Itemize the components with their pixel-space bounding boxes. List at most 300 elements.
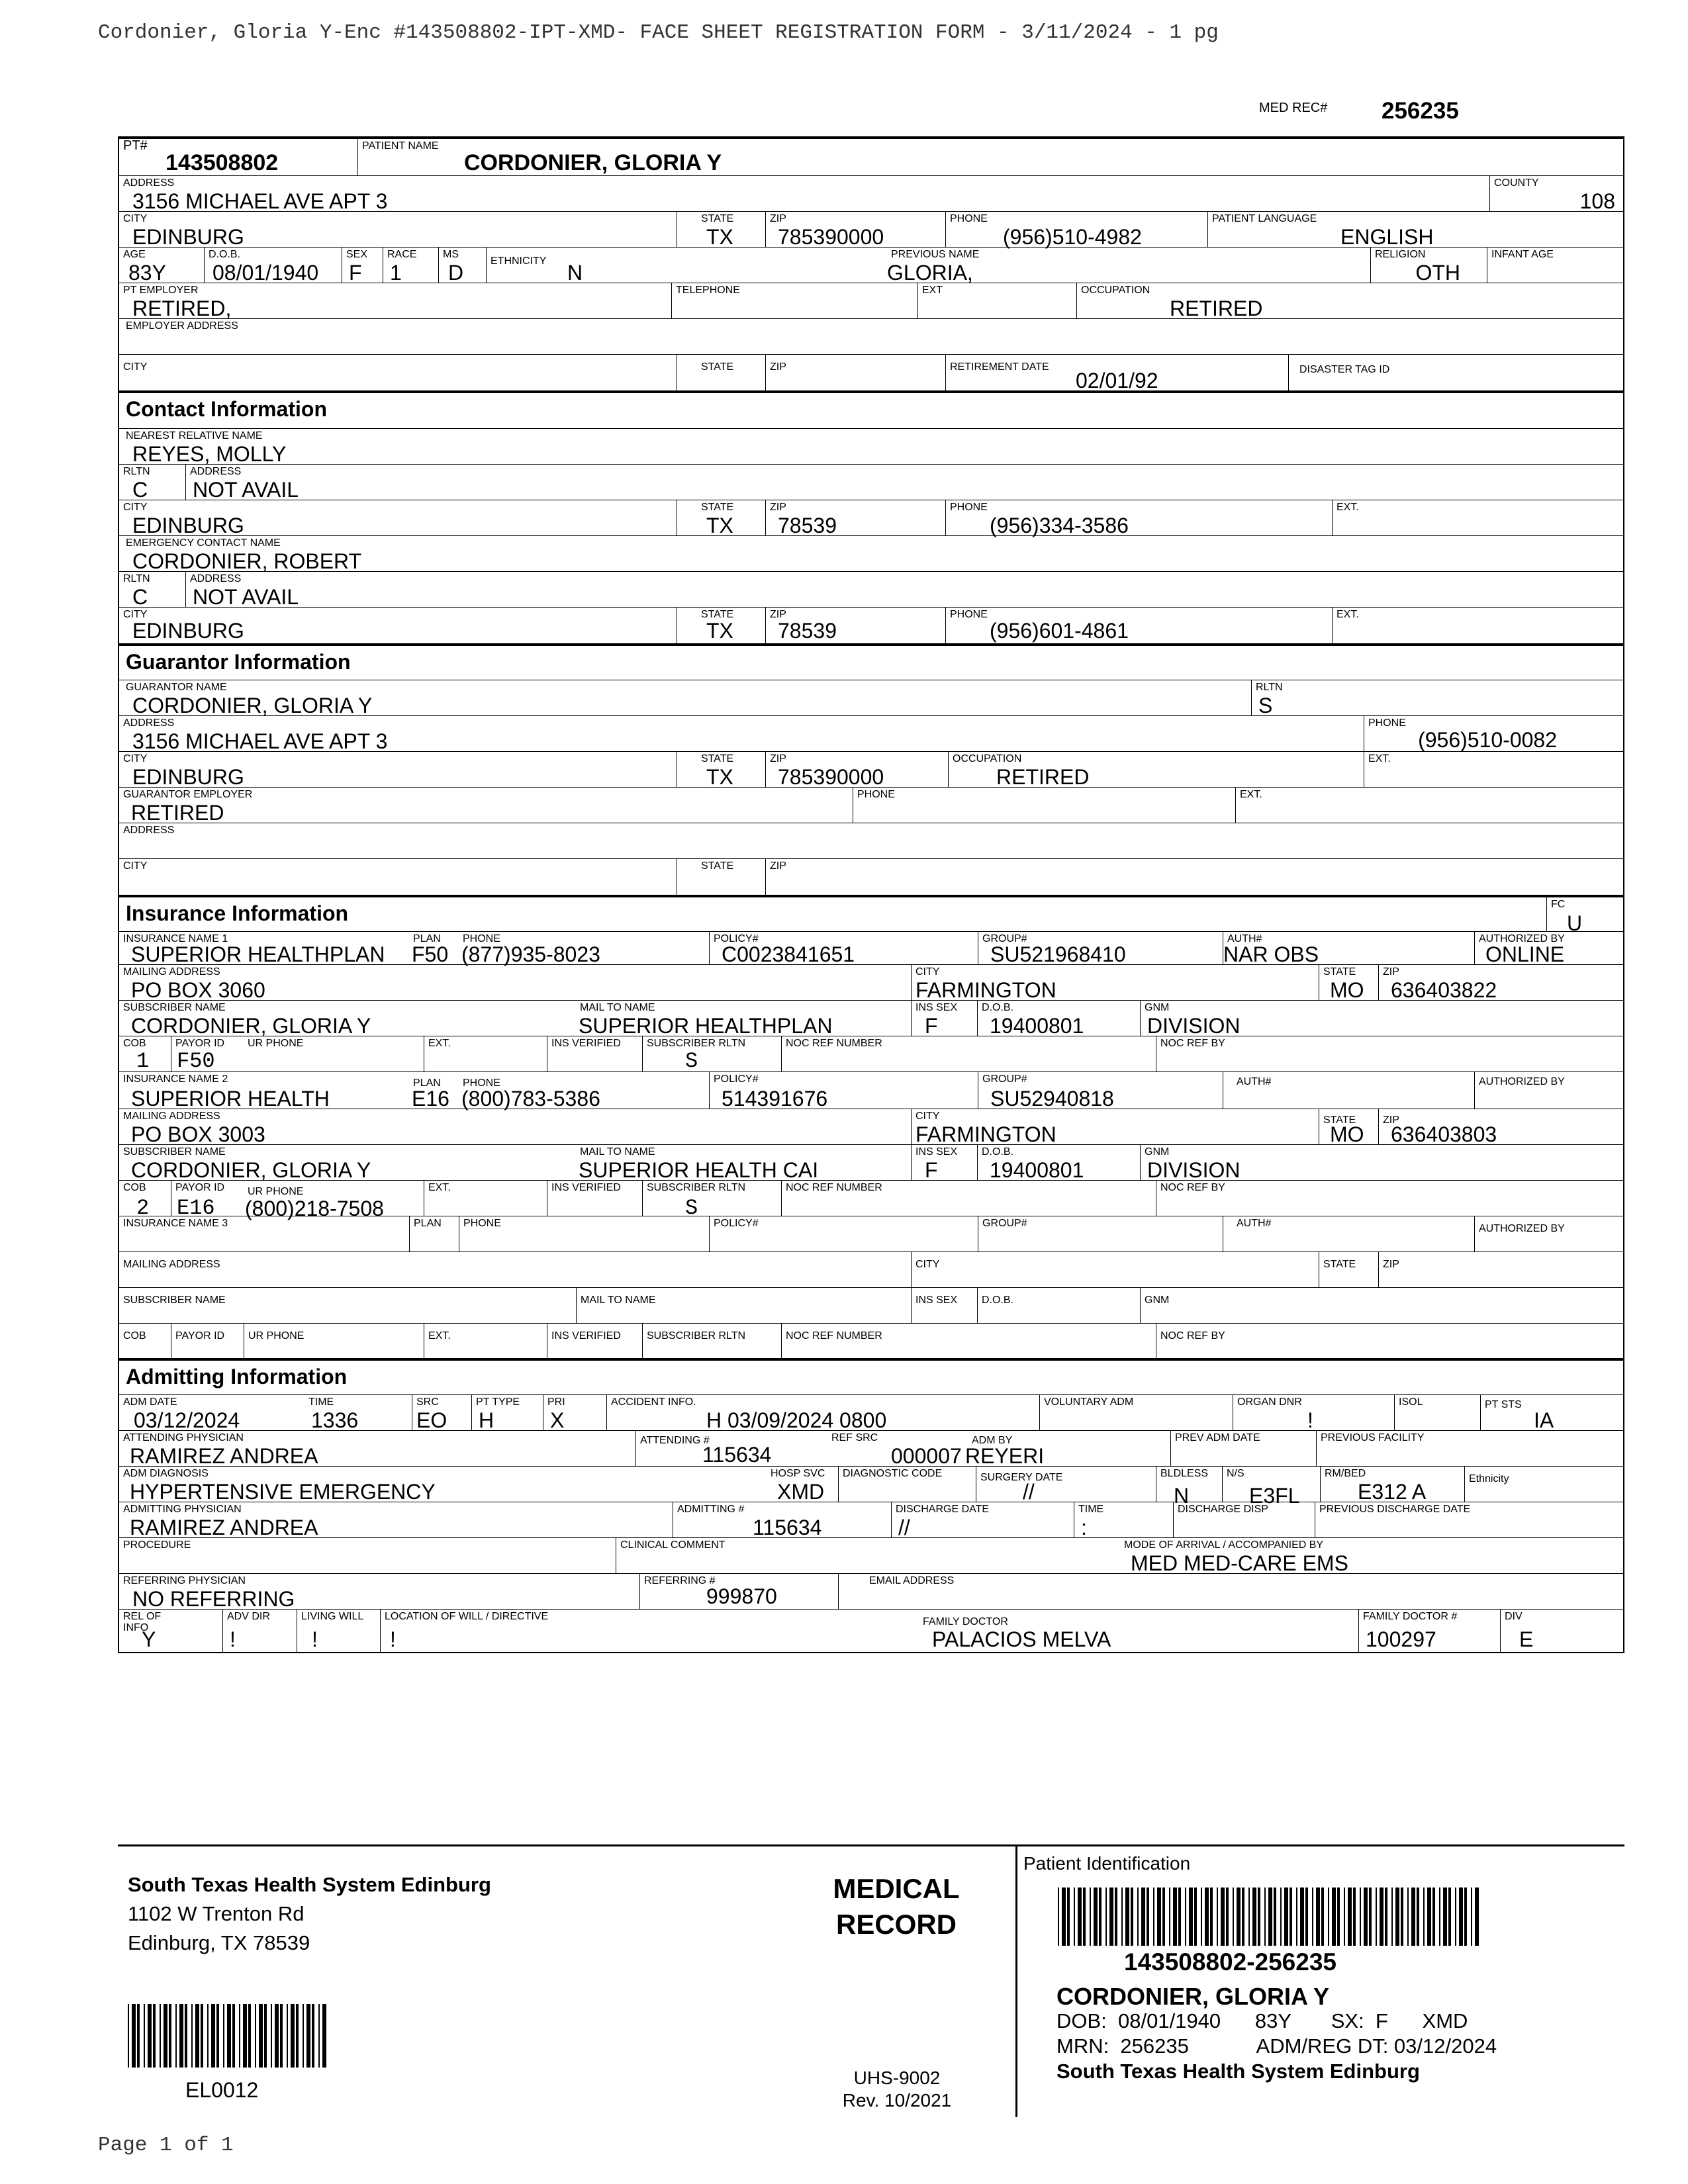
division: E [1519, 1627, 1534, 1651]
barcode-bar [280, 2004, 283, 2068]
ins2-state: MO [1330, 1122, 1364, 1146]
barcode-bar [1464, 1888, 1467, 1946]
barcode-bar [1332, 1888, 1336, 1946]
guarantor-phone: (956)510-0082 [1418, 728, 1557, 752]
barcode-bar [1471, 1888, 1472, 1946]
referring-physician: NO REFERRING [132, 1587, 295, 1611]
row-admitting-physician: ADMITTING PHYSICIAN RAMIREZ ANDREA ADMITTING # 115634 DISCHARGE DATE // TIME : DISCHARGE DISP PREVIOUS DISCHARGE DATE [119, 1502, 1623, 1538]
barcode-bar [201, 2004, 203, 2068]
barcode-bar [1090, 1888, 1091, 1946]
adm-src: EO [416, 1408, 447, 1432]
barcode-bar [1189, 1888, 1193, 1946]
row-nearest-relative: NEAREST RELATIVE NAME REYES, MOLLY [119, 429, 1623, 465]
barcode-bar [1411, 1888, 1415, 1946]
will-location: ! [390, 1627, 396, 1651]
nearest-relative: REYES, MOLLY [132, 442, 287, 466]
barcode-bar [1448, 1888, 1451, 1946]
footer-dob-line: DOB: 08/01/1940 83Y SX: F XMD [1056, 2009, 1468, 2032]
barcode-bar [1242, 1888, 1244, 1946]
row-relative-city: CITY EDINBURG STATE TX ZIP 78539 PHONE (956)334-3586 EXT. [119, 500, 1623, 536]
ins1-sex: F [925, 1014, 938, 1038]
barcode-bar [1369, 1888, 1372, 1946]
barcode-bar [1205, 1888, 1209, 1946]
emergency-contact: CORDONIER, ROBERT [132, 549, 362, 573]
row-guarantor-emp-city: CITY STATE ZIP [119, 859, 1623, 897]
guarantor-occupation: RETIRED [996, 765, 1090, 789]
sex: F [349, 261, 362, 285]
barcode-bar [1078, 1888, 1082, 1946]
barcode-bar [259, 2004, 263, 2068]
admitting-number: 115634 [753, 1516, 822, 1539]
barcode-bar [1258, 1888, 1260, 1946]
relative-rltn: C [132, 478, 148, 502]
document-header: Cordonier, Gloria Y-Enc #143508802-IPT-XMD- FACE SHEET REGISTRATION FORM - 3/11/2024 - 1 pg [98, 21, 1219, 44]
row-emergency-city: CITY EDINBURG STATE TX ZIP 78539 PHONE (956)601-4861 EXT. [119, 608, 1623, 646]
barcode-bar [144, 2004, 145, 2068]
patient-id-label: Patient Identification [1023, 1853, 1191, 1874]
row-directives: REL OF INFO Y ADV DIR ! LIVING WILL ! LOCATION OF WILL / DIRECTIVE ! FAMILY DOCTOR PALACIOS MELVA FAMILY DOCTOR # 100297 DIV E [119, 1610, 1623, 1653]
medical-label: MEDICAL [833, 1873, 960, 1904]
barcode-bar [1067, 1888, 1070, 1946]
nursing-station: E3FL [1249, 1484, 1300, 1508]
bloodless: N [1174, 1484, 1190, 1508]
adm-time: 1336 [311, 1408, 359, 1432]
barcode-bar [1252, 1888, 1256, 1946]
footer-patient-name: CORDONIER, GLORIA Y [1056, 1983, 1330, 2010]
patient-id-number: 143508802-256235 [1124, 1948, 1336, 1976]
ins1-name: SUPERIOR HEALTHPLAN [131, 942, 385, 966]
barcode-bar [1427, 1888, 1431, 1946]
ins1-city: FARMINGTON [915, 978, 1056, 1002]
row-admit-main: ADM DATE 03/12/2024 TIME 1336 SRC EO PT TYPE H PRI X ACCIDENT INFO. H 03/09/2024 0800 VOLUNTARY ADM ORGAN DNR ! ISOL PT STS IA [119, 1395, 1623, 1431]
contact-section [119, 393, 1623, 429]
emergency-rltn: C [132, 585, 148, 609]
barcode-bar [137, 2004, 140, 2068]
guarantor-title: Guarantor Information [126, 650, 351, 674]
barcode-bar [1131, 1888, 1133, 1946]
row-demographics: AGE 83Y D.O.B. 08/01/1940 SEX F RACE 1 MS D ETHNICITY N PREVIOUS NAME GLORIA, RELIGION OTH INFANT AGE [119, 248, 1623, 283]
barcode-bar [1125, 1888, 1129, 1946]
barcode-bar [248, 2004, 251, 2068]
patient-phone: (956)510-4982 [1003, 225, 1142, 249]
emergency-address: NOT AVAIL [193, 585, 299, 609]
ins2-policy: 514391676 [722, 1087, 828, 1111]
barcode-bar [322, 2004, 326, 2068]
med-rec-value: 256235 [1382, 98, 1459, 124]
patient-city: EDINBURG [132, 225, 244, 249]
barcode-bar [1353, 1888, 1356, 1946]
patient-name: CORDONIER, GLORIA Y [464, 150, 722, 175]
barcode-bar [1439, 1888, 1440, 1946]
ins1-mail: PO BOX 3060 [131, 978, 265, 1002]
row-ins1-main: INSURANCE NAME 1 SUPERIOR HEALTHPLAN PLAN F50 PHONE (877)935-8023 POLICY# C0023841651 GROUP# SU521968410 AUTH# NAR OBS AUTHORIZED BY ONLINE [119, 932, 1623, 965]
guarantor-state: TX [706, 765, 733, 789]
row-city: CITY EDINBURG STATE TX ZIP 785390000 PHONE (956)510-4982 PATIENT LANGUAGE ENGLISH [119, 212, 1623, 248]
ins1-mailto: SUPERIOR HEALTHPLAN [579, 1014, 833, 1038]
barcode-bar [1109, 1888, 1113, 1946]
previous-name: GLORIA, [887, 261, 973, 285]
row-ins2-main: INSURANCE NAME 2 SUPERIOR HEALTH PLAN E16 PHONE (800)783-5386 POLICY# 514391676 GROUP# SU52940818 AUTH# AUTHORIZED BY [119, 1072, 1623, 1109]
barcode-bar [1395, 1888, 1399, 1946]
row-attending: ATTENDING PHYSICIAN RAMIREZ ANDREA ATTENDING # 115634 REF SRC 000007 ADM BY REYERI PREV ADM DATE PREVIOUS FACILITY [119, 1431, 1623, 1467]
ins1-authby: ONLINE [1485, 942, 1565, 966]
ins1-auth: NAR OBS [1223, 942, 1319, 966]
religion: OTH [1415, 261, 1460, 285]
row-ins1-subscriber: SUBSCRIBER NAME CORDONIER, GLORIA Y MAIL TO NAME SUPERIOR HEALTHPLAN INS SEX F D.O.B. 19400801 GNM DIVISION [119, 1001, 1623, 1036]
retirement-date: 02/01/92 [1076, 369, 1158, 392]
patient-address: 3156 MICHAEL AVE APT 3 [132, 189, 388, 213]
row-address: ADDRESS 3156 MICHAEL AVE APT 3 COUNTY 108 [119, 176, 1623, 212]
barcode-bar [1459, 1888, 1463, 1946]
med-rec-label: MED REC# [1259, 101, 1328, 115]
barcode-bar [1432, 1888, 1435, 1946]
marital-status: D [448, 261, 464, 285]
barcode-bar [1443, 1888, 1447, 1946]
barcode-bar [185, 2004, 187, 2068]
guarantor-employer: RETIRED [131, 801, 224, 825]
adv-dir: ! [230, 1627, 236, 1651]
barcode-bar [1360, 1888, 1361, 1946]
footer-divider [1015, 1844, 1017, 2117]
ins1-phone: (877)935-8023 [461, 942, 600, 966]
barcode-bar [175, 2004, 177, 2068]
form-number: UHS-9002 [853, 2068, 941, 2088]
row-referring: REFERRING PHYSICIAN NO REFERRING REFERRING # 999870 EMAIL ADDRESS [119, 1574, 1623, 1610]
ins1-dob: 19400801 [990, 1014, 1084, 1038]
pt-employer: RETIRED, [132, 296, 232, 320]
row-employer-address: EMPLOYER ADDRESS [119, 319, 1623, 355]
row-ins3-cob: COB PAYOR ID UR PHONE EXT. INS VERIFIED SUBSCRIBER RLTN NOC REF NUMBER NOC REF BY [119, 1324, 1623, 1361]
pt-number: 143508802 [165, 150, 279, 175]
barcode-bar [148, 2004, 152, 2068]
barcode-bar [1280, 1888, 1282, 1946]
relative-state: TX [706, 514, 733, 537]
cell-pt: PT# 143508802 [123, 138, 279, 175]
barcode-bar [207, 2004, 209, 2068]
barcode-bar [160, 2004, 161, 2068]
cell-patient-name: PATIENT NAME CORDONIER, GLORIA Y [357, 139, 1626, 175]
barcode-bar [1115, 1888, 1117, 1946]
barcode-bar [1141, 1888, 1145, 1946]
barcode-bar [195, 2004, 199, 2068]
barcode-bar [1380, 1888, 1383, 1946]
barcode-bar [243, 2004, 247, 2068]
barcode-bar [239, 2004, 240, 2068]
mode-of-arrival: MED MED-CARE EMS [1131, 1551, 1348, 1575]
insurance-section: Insurance Information FC U [119, 897, 1623, 932]
ins2-name: SUPERIOR HEALTH [131, 1087, 330, 1111]
ins1-subrltn: S [685, 1049, 698, 1073]
barcode-bar [1364, 1888, 1368, 1946]
barcode-bar [287, 2004, 288, 2068]
barcode-bar [1210, 1888, 1213, 1946]
barcode-bar [1185, 1888, 1186, 1946]
barcode-bar [1300, 1888, 1304, 1946]
row-emergency-contact: EMERGENCY CONTACT NAME CORDONIER, ROBERT [119, 536, 1623, 572]
rel-of-info: Y [142, 1627, 156, 1651]
facility-code: EL0012 [185, 2078, 259, 2102]
room-bed: E312 A [1358, 1480, 1427, 1504]
barcode-bar [1169, 1888, 1170, 1946]
discharge-date: // [898, 1516, 910, 1539]
row-relative-address: RLTN C ADDRESS NOT AVAIL [119, 465, 1623, 500]
ins2-mailto: SUPERIOR HEALTH CAI [579, 1158, 819, 1182]
barcode-bar [264, 2004, 267, 2068]
barcode-bar [132, 2004, 136, 2068]
facility-name: South Texas Health System Edinburg [128, 1873, 491, 1896]
ins1-plan: F50 [412, 942, 449, 966]
barcode-bar [1099, 1888, 1102, 1946]
facility-barcode [128, 2004, 330, 2068]
page-number: Page 1 of 1 [98, 2134, 234, 2157]
footer-rule [118, 1844, 1624, 1846]
row-ins3-main: INSURANCE NAME 3 PLAN PHONE POLICY# GROUP# AUTH# AUTHORIZED BY [119, 1216, 1623, 1252]
barcode-bar [1268, 1888, 1272, 1946]
barcode-bar [211, 2004, 215, 2068]
ins1-gnm: DIVISION [1147, 1014, 1241, 1038]
admitting-section [119, 1361, 1623, 1395]
organ-dnr: ! [1307, 1408, 1313, 1432]
ins2-zip: 636403803 [1391, 1122, 1497, 1146]
barcode-bar [1237, 1888, 1241, 1946]
attending-physician: RAMIREZ ANDREA [130, 1444, 318, 1468]
relative-zip: 78539 [778, 514, 837, 537]
barcode-bar [1105, 1888, 1107, 1946]
barcode-bar [1264, 1888, 1266, 1946]
barcode-bar [1321, 1888, 1324, 1946]
form-revision: Rev. 10/2021 [842, 2090, 952, 2111]
guarantor-zip: 785390000 [778, 765, 884, 789]
barcode-bar [1221, 1888, 1225, 1946]
ins2-group: SU52940818 [990, 1087, 1114, 1111]
barcode-bar [1157, 1888, 1161, 1946]
row-ins1-mail: MAILING ADDRESS PO BOX 3060 CITY FARMINGTON STATE MO ZIP 636403822 [119, 965, 1623, 1001]
barcode-bar [1455, 1888, 1456, 1946]
barcode-bar [291, 2004, 295, 2068]
ins1-payor: F50 [177, 1049, 215, 1073]
barcode-bar [1178, 1888, 1181, 1946]
race: 1 [390, 261, 402, 285]
barcode-bar [1233, 1888, 1234, 1946]
row-ins3-subscriber: SUBSCRIBER NAME MAIL TO NAME INS SEX D.O.B. GNM [119, 1288, 1623, 1324]
barcode-bar [1173, 1888, 1177, 1946]
guarantor-address: 3156 MICHAEL AVE APT 3 [132, 729, 388, 753]
adm-diagnosis: HYPERTENSIVE EMERGENCY [130, 1480, 436, 1504]
ins2-dob: 19400801 [990, 1158, 1084, 1182]
living-will: ! [312, 1627, 318, 1651]
admitting-physician: RAMIREZ ANDREA [130, 1516, 318, 1539]
county: 108 [1579, 189, 1615, 213]
barcode-bar [1391, 1888, 1393, 1946]
row-guarantor-address: ADDRESS 3156 MICHAEL AVE APT 3 PHONE (956)510-0082 [119, 716, 1623, 752]
barcode-bar [128, 2004, 129, 2068]
hosp-svc: XMD [777, 1480, 825, 1504]
barcode-bar [1226, 1888, 1229, 1946]
barcode-bar [1348, 1888, 1352, 1946]
row-emergency-address: RLTN C ADDRESS NOT AVAIL [119, 572, 1623, 608]
barcode-bar [1376, 1888, 1377, 1946]
surgery-date: // [1023, 1480, 1035, 1504]
registration-form [118, 136, 1624, 1653]
barcode-bar [318, 2004, 320, 2068]
pt-status: IA [1534, 1408, 1554, 1432]
family-doctor: PALACIOS MELVA [932, 1627, 1111, 1651]
barcode-bar [179, 2004, 183, 2068]
barcode-bar [216, 2004, 219, 2068]
adm-by: REYERI [965, 1444, 1045, 1468]
ins2-city: FARMINGTON [915, 1122, 1056, 1146]
adm-date: 03/12/2024 [134, 1408, 240, 1432]
pt-type: H [479, 1408, 494, 1432]
ins2-subscriber: CORDONIER, GLORIA Y [131, 1158, 371, 1182]
barcode-bar [164, 2004, 167, 2068]
barcode-bar [1401, 1888, 1403, 1946]
ins2-phone: (800)783-5386 [461, 1087, 600, 1111]
barcode-bar [1083, 1888, 1086, 1946]
relative-city: EDINBURG [132, 514, 244, 537]
barcode-bar [1407, 1888, 1409, 1946]
relative-address: NOT AVAIL [193, 478, 299, 502]
referring-number: 999870 [706, 1584, 777, 1608]
barcode-bar [1194, 1888, 1197, 1946]
patient-state: TX [706, 225, 733, 249]
barcode-bar [1417, 1888, 1419, 1946]
barcode-bar [191, 2004, 193, 2068]
occupation: RETIRED [1170, 296, 1263, 320]
emergency-state: TX [706, 619, 733, 643]
guarantor-city: EDINBURG [132, 765, 244, 789]
insurance-title: Insurance Information [126, 901, 349, 925]
attending-number: 115634 [702, 1443, 772, 1467]
barcode-bar [1312, 1888, 1313, 1946]
row-guarantor-name: GUARANTOR NAME CORDONIER, GLORIA Y RLTN S [119, 680, 1623, 716]
emergency-city: EDINBURG [132, 619, 244, 643]
barcode-bar [1248, 1888, 1250, 1946]
barcode-bar [312, 2004, 314, 2068]
record-label: RECORD [835, 1909, 957, 1940]
barcode-bar [1316, 1888, 1320, 1946]
guarantor-rltn: S [1258, 694, 1273, 717]
admitting-title: Admitting Information [126, 1365, 348, 1388]
barcode-bar [275, 2004, 279, 2068]
emergency-phone: (956)601-4861 [990, 619, 1129, 643]
barcode-bar [1217, 1888, 1218, 1946]
ins2-urphone: (800)218-7508 [245, 1197, 384, 1220]
ins2-gnm: DIVISION [1147, 1158, 1241, 1182]
facility-address-2: Edinburg, TX 78539 [128, 1931, 310, 1954]
barcode-bar [1289, 1888, 1292, 1946]
row-ins2-mail: MAILING ADDRESS PO BOX 3003 CITY FARMINGTON STATE MO ZIP 636403803 [119, 1109, 1623, 1145]
row-employer: PT EMPLOYER RETIRED, TELEPHONE EXT OCCUPATION RETIRED [119, 283, 1623, 319]
relative-phone: (956)334-3586 [990, 514, 1129, 537]
row-ins2-cob: COB 2 PAYOR ID E16 UR PHONE (800)218-7508 EXT. INS VERIFIED SUBSCRIBER RLTN S NOC REF NUMBER NOC REF BY [119, 1181, 1623, 1216]
barcode-bar [1296, 1888, 1297, 1946]
barcode-bar [223, 2004, 224, 2068]
barcode-bar [1475, 1888, 1479, 1946]
footer-facility: South Texas Health System Edinburg [1056, 2060, 1420, 2083]
barcode-bar [1074, 1888, 1075, 1946]
guarantor-section [119, 646, 1623, 680]
row-retirement: CITY STATE ZIP RETIREMENT DATE 02/01/92 DISASTER TAG ID [119, 355, 1623, 393]
patient-barcode [1058, 1888, 1480, 1946]
ref-src: 000007 [891, 1444, 962, 1468]
ins2-plan: E16 [412, 1087, 449, 1111]
barcode-bar [1284, 1888, 1288, 1946]
barcode-bar [1337, 1888, 1340, 1946]
barcode-bar [306, 2004, 310, 2068]
barcode-bar [1423, 1888, 1425, 1946]
row-patient-id [119, 139, 1623, 176]
barcode-bar [1094, 1888, 1098, 1946]
barcode-bar [303, 2004, 304, 2068]
barcode-bar [1147, 1888, 1149, 1946]
barcode-bar [1121, 1888, 1123, 1946]
barcode-bar [153, 2004, 156, 2068]
ins1-cob: 1 [136, 1049, 150, 1073]
ins2-subrltn: S [685, 1196, 698, 1220]
row-ins3-mail: MAILING ADDRESS CITY STATE ZIP [119, 1252, 1623, 1288]
barcode-bar [296, 2004, 299, 2068]
barcode-bar [232, 2004, 235, 2068]
discharge-time: : [1081, 1516, 1087, 1539]
ins1-policy: C0023841651 [722, 942, 855, 966]
barcode-bar [1328, 1888, 1329, 1946]
patient-zip: 785390000 [778, 225, 884, 249]
age: 83Y [128, 261, 166, 285]
barcode-bar [1058, 1888, 1059, 1946]
row-guarantor-emp-address: ADDRESS [119, 823, 1623, 859]
row-guarantor-city: CITY EDINBURG STATE TX ZIP 785390000 OCCUPATION RETIRED EXT. [119, 752, 1623, 788]
guarantor-name: CORDONIER, GLORIA Y [132, 694, 373, 717]
ins2-mail: PO BOX 3003 [131, 1122, 265, 1146]
row-ins2-subscriber: SUBSCRIBER NAME CORDONIER, GLORIA Y MAIL TO NAME SUPERIOR HEALTH CAI INS SEX F D.O.B. 19400801 GNM DIVISION [119, 1145, 1623, 1181]
barcode-bar [1344, 1888, 1345, 1946]
barcode-bar [255, 2004, 256, 2068]
footer-mrn-line: MRN: 256235 ADM/REG DT: 03/12/2024 [1056, 2034, 1497, 2058]
barcode-bar [1201, 1888, 1202, 1946]
ins1-zip: 636403822 [1391, 978, 1497, 1002]
ins1-group: SU521968410 [990, 942, 1126, 966]
ins2-payor: E16 [177, 1196, 215, 1220]
row-ins1-cob: COB 1 PAYOR ID F50 UR PHONE EXT. INS VERIFIED SUBSCRIBER RLTN S NOC REF NUMBER NOC REF BY [119, 1036, 1623, 1072]
facility-address-1: 1102 W Trenton Rd [128, 1902, 305, 1925]
barcode-bar [271, 2004, 272, 2068]
barcode-bar [1385, 1888, 1387, 1946]
ins1-state: MO [1330, 978, 1364, 1002]
ins2-sex: F [925, 1158, 938, 1182]
barcode-bar [1062, 1888, 1066, 1946]
barcode-bar [1274, 1888, 1276, 1946]
row-procedure: PROCEDURE CLINICAL COMMENT MODE OF ARRIVAL / ACCOMPANIED BY MED MED-CARE EMS [119, 1538, 1623, 1574]
contact-title: Contact Information [126, 397, 327, 421]
accident-info: H 03/09/2024 0800 [706, 1408, 887, 1432]
barcode-bar [227, 2004, 231, 2068]
row-guarantor-employer: GUARANTOR EMPLOYER RETIRED PHONE EXT. [119, 788, 1623, 823]
dob: 08/01/1940 [212, 261, 319, 285]
barcode-bar [1162, 1888, 1165, 1946]
ins2-cob: 2 [136, 1196, 150, 1220]
barcode-bar [1153, 1888, 1154, 1946]
ins1-subscriber: CORDONIER, GLORIA Y [131, 1014, 371, 1038]
ethnicity: N [567, 261, 583, 285]
barcode-bar [1137, 1888, 1139, 1946]
barcode-bar [169, 2004, 171, 2068]
emergency-zip: 78539 [778, 619, 837, 643]
family-doctor-number: 100297 [1366, 1627, 1436, 1651]
row-diagnosis: ADM DIAGNOSIS HYPERTENSIVE EMERGENCY HOSP SVC XMD DIAGNOSTIC CODE SURGERY DATE // BLDLESS N N/S E3FL RM/BED E312 A Ethnicity [119, 1467, 1623, 1502]
patient-language: ENGLISH [1340, 225, 1434, 249]
financial-class: U [1567, 911, 1583, 935]
